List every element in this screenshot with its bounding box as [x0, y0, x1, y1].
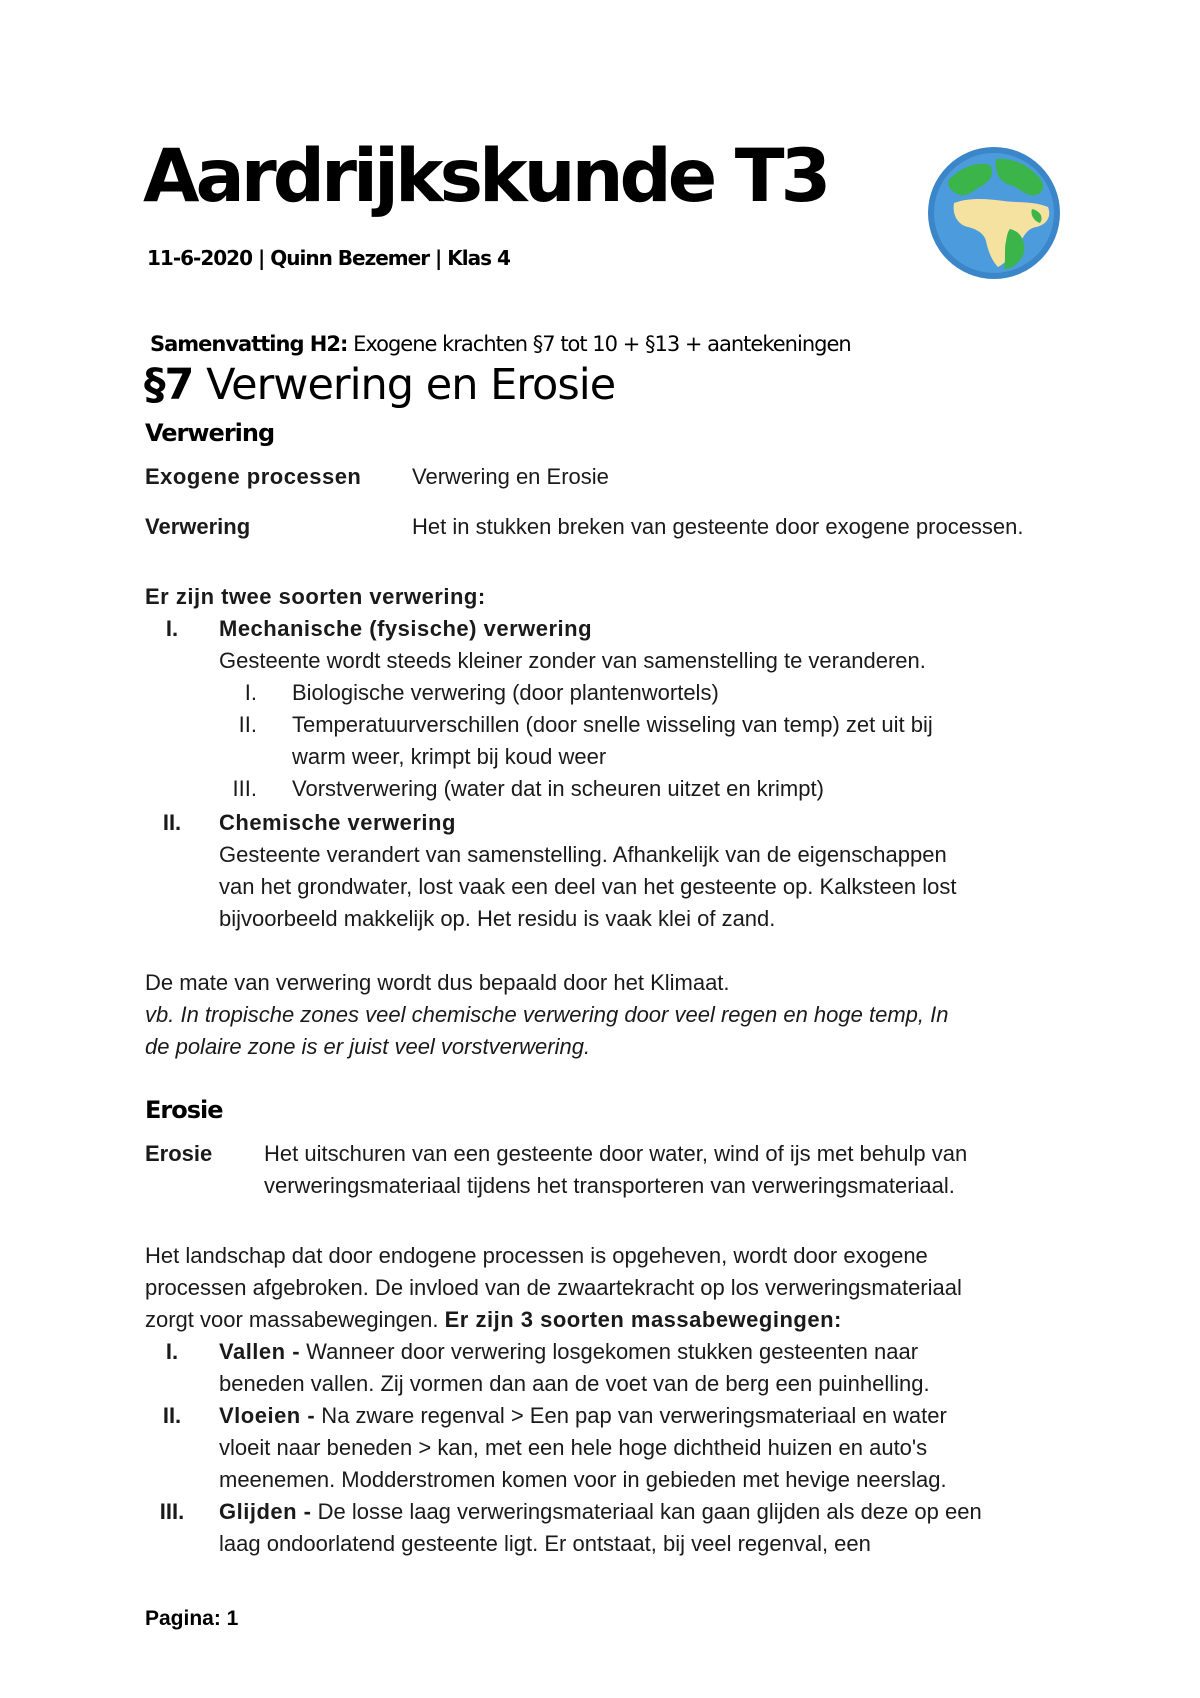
- list-item-title: Chemische verwering: [219, 810, 456, 835]
- definition-desc: Verwering en Erosie: [412, 464, 609, 489]
- sublist-item: Vorstverwering (water dat in scheuren uitzet en krimpt): [292, 776, 824, 801]
- definition-term: Erosie: [145, 1141, 213, 1166]
- definition-desc: Het uitschuren van een gesteente door water, wind of ijs met behulp van: [264, 1141, 968, 1166]
- list-item-text: bijvoorbeeld makkelijk op. Het residu is vaak klei of zand.: [219, 906, 776, 931]
- list-item-text: van het grondwater, lost vaak een deel van het gesteente op. Kalksteen lost: [219, 874, 957, 899]
- list-number: II.: [162, 1403, 182, 1428]
- example-text: de polaire zone is er juist veel vorstverwering.: [145, 1034, 591, 1059]
- paragraph-text: zorgt voor massabewegingen.: [145, 1307, 445, 1332]
- list-item-text: [219, 1400, 947, 1432]
- section-number: §7: [144, 360, 194, 410]
- paragraph-line: Het landschap dat door endogene processen is opgeheven, wordt door exogene: [145, 1243, 928, 1268]
- list-item-text: beneden vallen. Zij vormen dan aan de voet van de berg een puinhelling.: [219, 1371, 930, 1396]
- list-item-title: Vallen -: [219, 1339, 301, 1364]
- verwering-heading: Verwering: [145, 419, 275, 447]
- sublist-item: warm weer, krimpt bij koud weer: [292, 744, 607, 769]
- climate-text: De mate van verwering wordt dus bepaald door het Klimaat.: [145, 970, 730, 995]
- list-item-text: Gesteente wordt steeds kleiner zonder van samenstelling te veranderen.: [219, 648, 926, 673]
- section-heading: [144, 362, 615, 409]
- sublist-item: Temperatuurverschillen (door snelle wisseling van temp) zet uit bij: [292, 712, 933, 737]
- sublist-number: II.: [238, 712, 257, 737]
- list-item-text: laag ondoorlatend gesteente ligt. Er ontstaat, bij veel regenval, een: [219, 1531, 871, 1556]
- definition-desc: Het in stukken breken van gesteente door exogene processen.: [412, 514, 1024, 539]
- sublist-item: Biologische verwering (door plantenwortels): [292, 680, 719, 705]
- sublist-number: III.: [232, 776, 257, 801]
- paragraph-line: [145, 1304, 842, 1336]
- list-number: III.: [159, 1499, 185, 1524]
- list-item-title: Glijden -: [219, 1499, 312, 1524]
- summary-label: Samenvatting H2:: [150, 332, 348, 356]
- list-number: I.: [165, 1339, 179, 1364]
- definition-term: Exogene processen: [145, 464, 362, 489]
- section-title: Verwering en Erosie: [193, 360, 616, 410]
- list-item-text: meenemen. Modderstromen komen voor in gebieden met hevige neerslag.: [219, 1467, 947, 1492]
- list-number: I.: [165, 616, 179, 641]
- list-item-text: [219, 1336, 918, 1368]
- list-item-text: [219, 1496, 982, 1528]
- list-item-first: De losse laag verweringsmateriaal kan gaan glijden als deze op een: [311, 1499, 982, 1524]
- list-item-title: Vloeien -: [219, 1403, 316, 1428]
- definition-term: Verwering: [145, 514, 251, 539]
- earth-globe-icon: [926, 145, 1062, 281]
- types-intro: Er zijn twee soorten verwering:: [145, 584, 486, 609]
- paragraph-bold: Er zijn 3 soorten massabewegingen:: [444, 1307, 842, 1332]
- list-item-first: Na zware regenval > Een pap van verweringsmateriaal en water: [315, 1403, 947, 1428]
- sublist-number: I.: [244, 680, 257, 705]
- page-number: Pagina: 1: [145, 1607, 239, 1630]
- document-subtitle: 11-6-2020 | Quinn Bezemer | Klas 4: [147, 246, 510, 270]
- document-title: Aardrijkskunde T3: [143, 134, 828, 219]
- list-item-text: Gesteente verandert van samenstelling. Afhankelijk van de eigenschappen: [219, 842, 947, 867]
- definition-desc: verweringsmateriaal tijdens het transporteren van verweringsmateriaal.: [264, 1173, 955, 1198]
- list-item-text: vloeit naar beneden > kan, met een hele hoge dichtheid huizen en auto's: [219, 1435, 928, 1460]
- paragraph-line: processen afgebroken. De invloed van de zwaartekracht op los verweringsmateriaal: [145, 1275, 962, 1300]
- list-item-first: Wanneer door verwering losgekomen stukken gesteenten naar: [300, 1339, 919, 1364]
- summary-text: Exogene krachten §7 tot 10 + §13 + aantekeningen: [347, 332, 851, 356]
- example-text: vb. In tropische zones veel chemische verwering door veel regen en hoge temp, In: [145, 1002, 949, 1027]
- erosie-heading: Erosie: [145, 1096, 223, 1124]
- summary-line: [150, 332, 851, 356]
- list-number: II.: [162, 810, 182, 835]
- list-item-title: Mechanische (fysische) verwering: [219, 616, 593, 641]
